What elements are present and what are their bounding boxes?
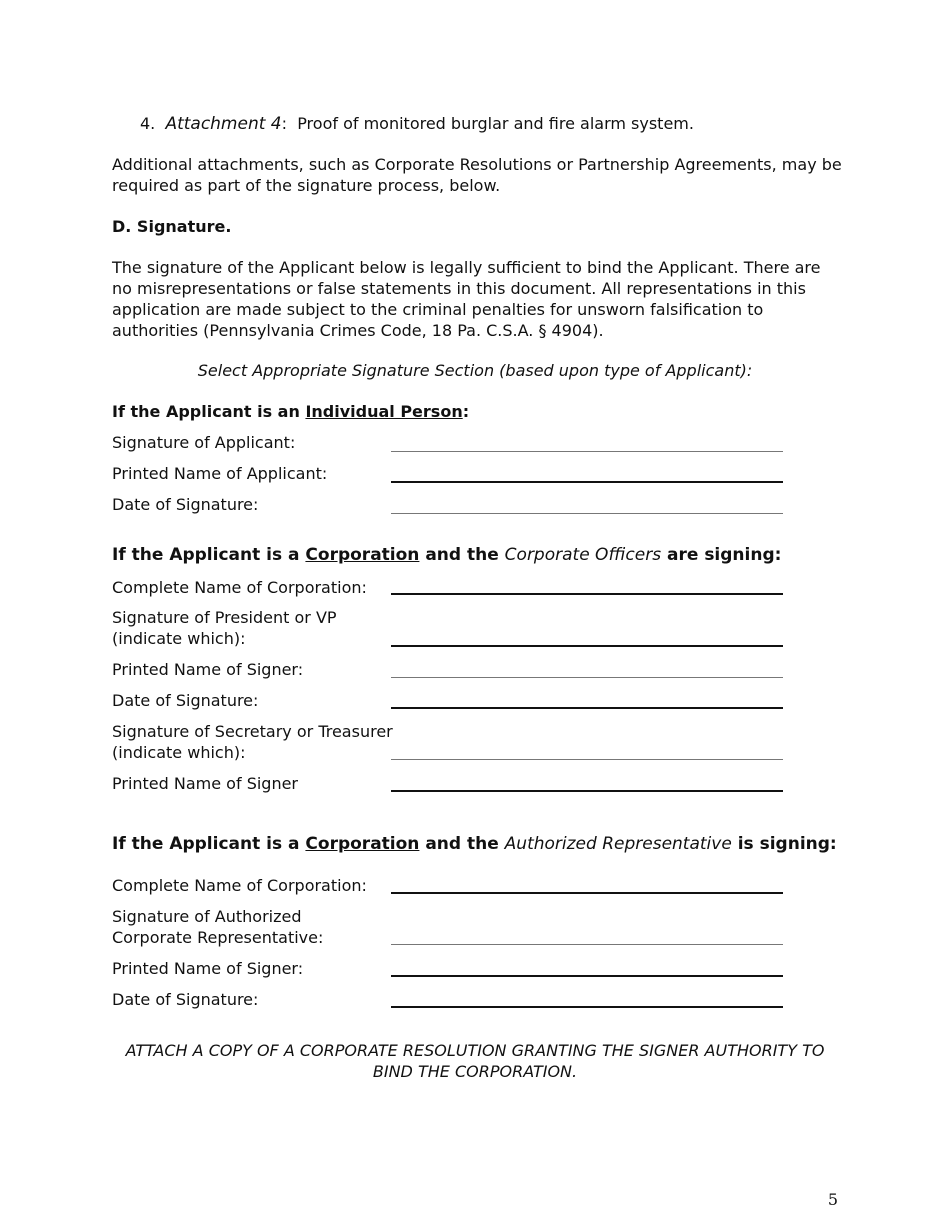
corp-officers-heading-italic: Corporate Officers bbox=[504, 545, 662, 565]
corp-rep-date-row bbox=[112, 989, 784, 1009]
field-label: Signature of Secretary or Treasurer bbox=[112, 722, 393, 741]
attachment-text: Proof of monitored burglar and fire alarm system. bbox=[297, 114, 694, 133]
corp-officers-printed-name-line[interactable] bbox=[391, 677, 783, 678]
field-label: (indicate which): bbox=[112, 629, 246, 648]
field-label: Complete Name of Corporation: bbox=[112, 578, 367, 597]
corp-officers-heading-underlined: Corporation bbox=[305, 545, 420, 565]
additional-attachments-text: Additional attachments, such as Corporate Resolutions or Partnership Agreements, may be required as part of the signature process, below. bbox=[112, 155, 842, 195]
corp-officers-date-line[interactable] bbox=[391, 707, 783, 709]
corp-officers-printed-name-2-line[interactable] bbox=[391, 790, 783, 792]
signature-paragraph: The signature of the Applicant below is legally sufficient to bind the Applicant. There are no misrepresentations or false statements in this document. All representations in this application are made subject to the criminal penalties for unsworn falsification to authorities (Pennsylvania Crimes Code, 18 Pa. C.S.A. § 4904). bbox=[112, 258, 821, 340]
corp-rep-heading-post: is signing: bbox=[731, 834, 837, 854]
field-label: Date of Signature: bbox=[112, 990, 259, 1009]
attachment-separator: : bbox=[281, 114, 288, 133]
corp-rep-name-row bbox=[112, 875, 784, 895]
corp-officers-heading-post: are signing: bbox=[661, 545, 782, 565]
individual-signature-line[interactable] bbox=[391, 451, 783, 452]
field-label: Signature of President or VP bbox=[112, 608, 337, 627]
field-label: (indicate which): bbox=[112, 743, 246, 762]
corp-rep-signature-line[interactable] bbox=[391, 944, 783, 945]
field-label: Printed Name of Applicant: bbox=[112, 464, 328, 483]
corp-officers-name-line[interactable] bbox=[391, 593, 783, 595]
corp-officers-heading bbox=[112, 545, 842, 566]
field-label: Printed Name of Signer: bbox=[112, 660, 304, 679]
corp-officers-date-row bbox=[112, 690, 784, 710]
field-label: Printed Name of Signer: bbox=[112, 959, 304, 978]
corp-officers-president-line[interactable] bbox=[391, 645, 783, 647]
field-label: Printed Name of Signer bbox=[112, 774, 299, 793]
field-label: Date of Signature: bbox=[112, 691, 259, 710]
select-instruction: Select Appropriate Signature Section (based upon type of Applicant): bbox=[197, 361, 753, 380]
corp-rep-name-line[interactable] bbox=[391, 892, 783, 894]
individual-heading-pre: If the Applicant is an bbox=[112, 402, 306, 421]
corp-rep-date-line[interactable] bbox=[391, 1006, 783, 1008]
corp-officers-heading-mid: and the bbox=[419, 545, 505, 565]
corp-rep-heading-underlined: Corporation bbox=[305, 834, 420, 854]
individual-heading-post: : bbox=[462, 402, 470, 421]
corp-rep-signature-row bbox=[112, 906, 784, 948]
corp-officers-printed-name-row bbox=[112, 659, 784, 679]
individual-printed-name-line[interactable] bbox=[391, 481, 783, 483]
attachment-item bbox=[140, 113, 694, 135]
individual-signature-row bbox=[112, 432, 784, 452]
field-label: Signature of Authorized bbox=[112, 907, 302, 926]
attachment-number: 4. bbox=[140, 114, 156, 133]
corp-officers-name-row bbox=[112, 577, 784, 597]
corp-officers-secretary-row bbox=[112, 721, 784, 763]
individual-date-row bbox=[112, 494, 784, 514]
field-label: Date of Signature: bbox=[112, 495, 259, 514]
field-label: Signature of Applicant: bbox=[112, 433, 296, 452]
field-label: Corporate Representative: bbox=[112, 928, 324, 947]
corp-rep-heading bbox=[112, 834, 852, 855]
individual-date-line[interactable] bbox=[391, 513, 783, 514]
attach-resolution-note: ATTACH A COPY OF A CORPORATE RESOLUTION GRANTING THE SIGNER AUTHORITY TO BIND THE CORPORATION. bbox=[125, 1041, 825, 1081]
individual-heading bbox=[112, 401, 842, 422]
section-heading: D. Signature. bbox=[112, 217, 232, 236]
corp-officers-printed-name-2-row bbox=[112, 773, 784, 793]
individual-heading-underlined: Individual Person bbox=[305, 402, 463, 421]
corp-rep-heading-pre: If the Applicant is a bbox=[112, 834, 306, 854]
attachment-label: Attachment 4 bbox=[165, 114, 282, 134]
field-label: Complete Name of Corporation: bbox=[112, 876, 367, 895]
corp-rep-heading-italic: Authorized Representative bbox=[504, 834, 732, 854]
corp-rep-printed-name-row bbox=[112, 958, 784, 978]
corp-officers-heading-pre: If the Applicant is a bbox=[112, 545, 306, 565]
corp-rep-printed-name-line[interactable] bbox=[391, 975, 783, 977]
page-number: 5 bbox=[827, 1190, 838, 1209]
individual-printed-name-row bbox=[112, 463, 784, 483]
corp-officers-president-row bbox=[112, 607, 784, 649]
corp-officers-secretary-line[interactable] bbox=[391, 759, 783, 760]
corp-rep-heading-mid: and the bbox=[419, 834, 505, 854]
